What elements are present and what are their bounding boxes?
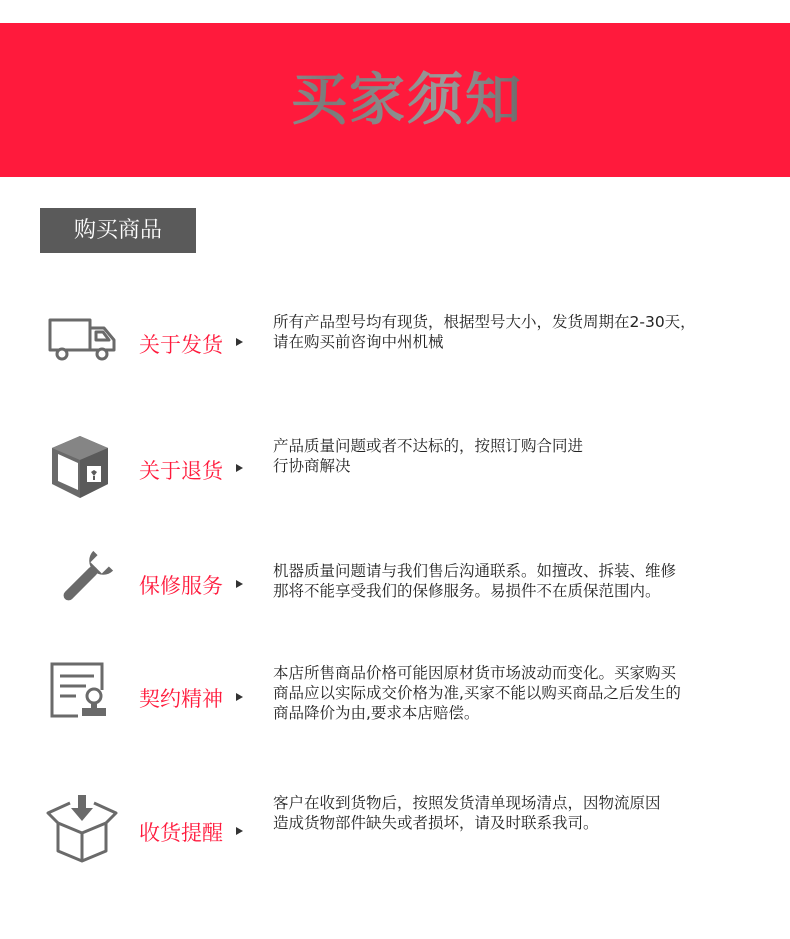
- description-line: 那将不能享受我们的保修服务。易损件不在质保范围内。: [273, 582, 661, 600]
- page-title: 买家须知: [12, 23, 790, 177]
- return-box-icon: [44, 430, 120, 506]
- notice-label: 保修服务: [139, 574, 223, 598]
- contract-stamp-icon: [44, 660, 120, 736]
- arrow-icon: [236, 464, 243, 472]
- delivery-truck-icon: [44, 310, 120, 386]
- description-line: 商品降价为由,要求本店赔偿。: [273, 704, 480, 722]
- notice-row-returns: [0, 430, 790, 520]
- description-line: 造成货物部件缺失或者损坏，请及时联系我司。: [273, 814, 599, 832]
- notice-description: [273, 436, 743, 476]
- header-banner: [0, 23, 790, 177]
- notice-description: [273, 312, 743, 352]
- notice-label: 关于退货: [139, 459, 223, 483]
- notice-description: [273, 663, 743, 723]
- notice-row-receiving: [0, 793, 790, 883]
- description-line: 产品质量问题或者不达标的，按照订购合同进: [273, 437, 584, 455]
- wrench-icon: [44, 550, 120, 626]
- arrow-icon: [236, 693, 243, 701]
- arrow-icon: [236, 827, 243, 835]
- description-line: 请在购买前咨询中州机械: [273, 333, 444, 351]
- notice-label: 收货提醒: [139, 821, 223, 845]
- description-line: 本店所售商品价格可能因原材货市场波动而变化。买家购买: [273, 664, 677, 682]
- notice-label: 关于发货: [139, 333, 223, 357]
- arrow-icon: [236, 338, 243, 346]
- arrow-icon: [236, 580, 243, 588]
- description-line: 机器质量问题请与我们售后沟通联系。如擅改、拆装、维修: [273, 562, 677, 580]
- description-line: 行协商解决: [273, 457, 351, 475]
- notice-row-warranty: [0, 550, 790, 640]
- description-line: 商品应以实际成交价格为准,买家不能以购买商品之后发生的: [273, 684, 681, 702]
- notice-description: [273, 793, 743, 833]
- description-line: 客户在收到货物后，按照发货清单现场清点，因物流原因: [273, 794, 661, 812]
- notice-row-contract: [0, 660, 790, 750]
- description-line: 所有产品型号均有现货，根据型号大小，发货周期在2-30天，: [273, 313, 696, 331]
- section-tag: 购买商品: [40, 208, 196, 253]
- receive-package-icon: [44, 793, 120, 869]
- notice-row-shipping: [0, 310, 790, 400]
- notice-description: [273, 561, 743, 601]
- notice-label: 契约精神: [139, 687, 223, 711]
